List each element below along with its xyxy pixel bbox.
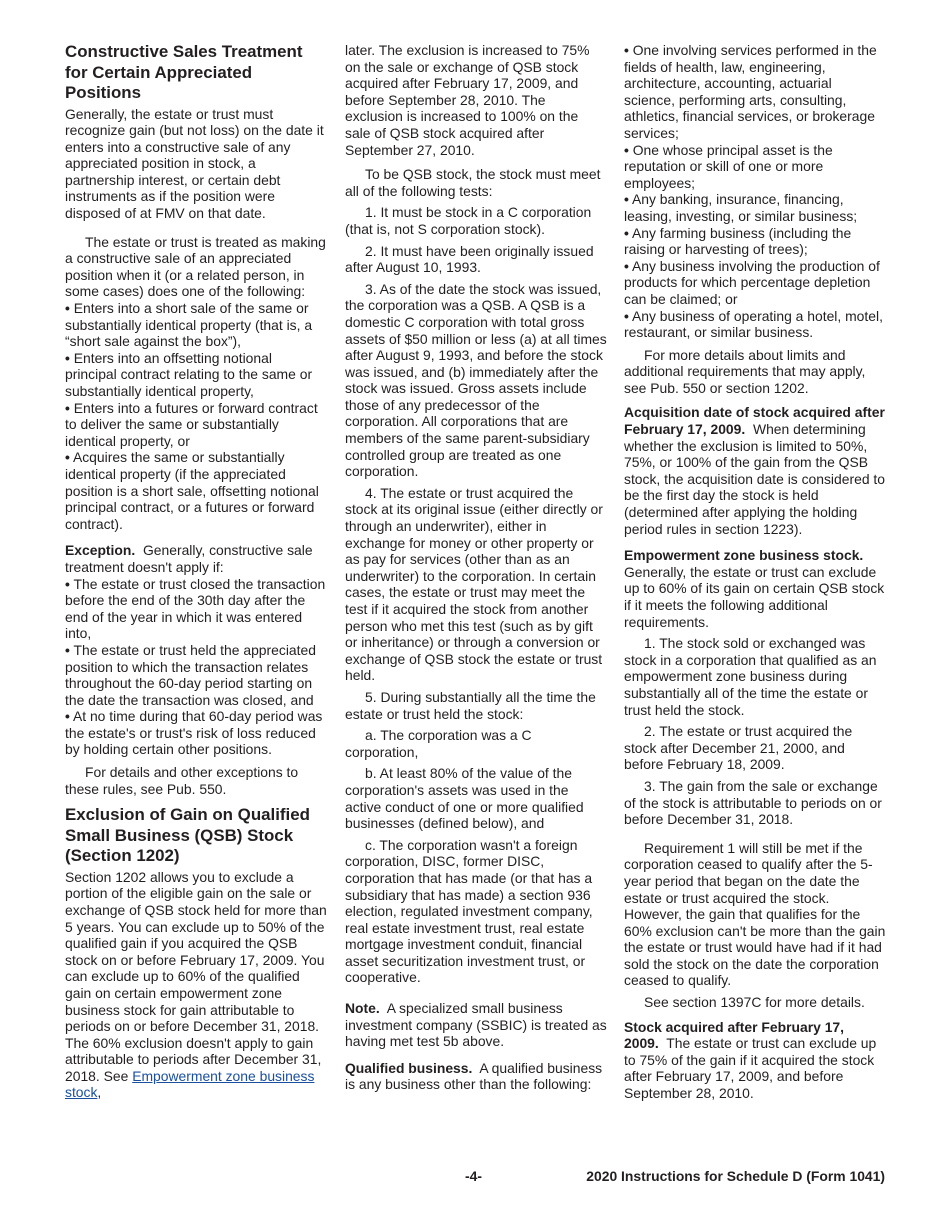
- paragraph: Requirement 1 will still be met if the corporation ceased to qualify after the 5-year period that began on the date the estate or trust acquired the stock. However, the gain that qualifies for the 60% exclusion can't be more than the gain the estate or trust would have had if it had sold the stock on the date the corporation ceased to qualify.: [624, 839, 886, 989]
- requirement-3: 3. The gain from the sale or exchange of the stock is attributable to periods on or before December 31, 2018.: [624, 777, 882, 828]
- heading-constructive-sales: Constructive Sales Treatment for Certain Appreciated Positions: [65, 42, 303, 102]
- list-item: • One involving services performed in the fields of health, law, engineering, architecture, accounting, actuarial science, performing arts, consulting, athletics, financial services, or brokerage services;: [624, 42, 877, 141]
- list-item: • Acquires the same or substantially identical property (if the appreciated position is a short sale, offsetting notional principal contract, or a futures or forward contract).: [65, 449, 319, 532]
- empowerment-zone-paragraph: Empowerment zone business stock. Generally, the estate or trust can exclude up to 60% of its gain on certain QSB stock if it meets the following additional requirements.: [624, 547, 885, 630]
- paragraph: Generally, the estate or trust must recognize gain (but not loss) on the date it enters into a constructive sale of any appreciated position in stock, a partnership interest, or certain debt instruments as if the position were disposed of at FMV on that date.: [65, 105, 324, 222]
- paragraph: To be QSB stock, the stock must meet all of the following tests:: [345, 166, 601, 199]
- bullet-list: [65, 576, 327, 759]
- list-item: • Any banking, insurance, financing, leasing, investing, or similar business;: [624, 191, 858, 224]
- paragraph: See section 1397C for more details.: [644, 994, 865, 1011]
- requirement-2: 2. The estate or trust acquired the stock after December 21, 2000, and before February 18, 2009.: [624, 723, 853, 773]
- requirement-1: 1. The stock sold or exchanged was stock in a corporation that qualified as an empowerment zone business during substantially all of the time the estate or trust held the stock.: [624, 635, 877, 718]
- paragraph: For details and other exceptions to these rules, see Pub. 550.: [65, 764, 299, 797]
- empowerment-zone-link[interactable]: Empowerment zone business stock: [65, 1067, 315, 1101]
- list-item: • Any farming business (including the raising or harvesting of trees);: [624, 224, 852, 258]
- column-3: [624, 42, 886, 1107]
- acquisition-date-paragraph: Acquisition date of stock acquired after February 17, 2009. When determining whether the exclusion is limited to 50%, 75%, or 100% of the gain from the QSB stock, the acquisition date is considered to be the first day the stock is held (determined after applying the holding period rules in section 1223).: [624, 404, 885, 537]
- paragraph: For more details about limits and additional requirements that may apply, see Pub. 550 or section 1202.: [624, 346, 866, 396]
- test-5c: c. The corporation wasn't a foreign corporation, DISC, former DISC, corporation that has made (or that has a subsidiary that has made) a section 936 election, regulated investment company, real estate investment trust, real estate mortgage investment conduit, financial asset securitization investment trust, or cooperative.: [345, 836, 593, 986]
- paragraph: later. The exclusion is increased to 75% on the sale or exchange of QSB stock acquired after February 17, 2009, and before September 28, 2010. The exclusion is increased to 100% on the sale of QSB stock acquired after September 27, 2010.: [345, 42, 590, 158]
- column-1: [65, 42, 327, 1106]
- paragraph: Section 1202 allows you to exclude a portion of the eligible gain on the sale or exchange of QSB stock held for more than 5 years. You can exclude up to 50% of the qualified gain if you acquired the QSB stock on or before February 17, 2009. You can exclude up to 60% of the qualified gain on certain empowerment zone business stock for gain attributable to periods on or before December 31, 2018. The 60% exclusion doesn't apply to gain attributable to periods after December 31, 2018. See Empowerment zone business stock,: [65, 868, 327, 1101]
- note-paragraph: Note. A specialized small business investment company (SSBIC) is treated as having met test 5b above.: [345, 1000, 607, 1050]
- paragraph: The estate or trust is treated as making a constructive sale of an appreciated position when it (or a related person, in some cases) does one of the following:: [65, 233, 326, 300]
- test-5: 5. During substantially all the time the estate or trust held the stock:: [345, 688, 596, 722]
- list-item: • The estate or trust closed the transaction before the end of the 30th day after the end of the year in which it was entered into,: [65, 575, 326, 642]
- column-2: [345, 42, 607, 1098]
- list-item: • One whose principal asset is the reputation or skill of one or more employees;: [624, 141, 833, 191]
- document-title: 2020 Instructions for Schedule D (Form 1041): [586, 1168, 885, 1184]
- list-item: • Enters into a short sale of the same or substantially identical property (that is, a “short sale against the box”),: [65, 300, 313, 350]
- test-4: 4. The estate or trust acquired the stock at its original issue (either directly or through an underwriter), either in exchange for money or other property or as pay for services (other than as an underwriter) to the corporation. In certain cases, the estate or trust may meet the test if it acquired the stock from another person who met this test (such as by gift or inheritance) or through a conversion or exchange of QSB stock the estate or trust held.: [345, 484, 603, 684]
- test-5b: b. At least 80% of the value of the corporation's assets was used in the active conduct of one or more qualified businesses (defined below), and: [345, 765, 584, 832]
- list-item: • Any business of operating a hotel, motel, restaurant, or similar business.: [624, 307, 883, 341]
- page-number: -4-: [465, 1168, 482, 1184]
- qualified-business-paragraph: Qualified business. A qualified business is any business other than the following:: [345, 1059, 603, 1093]
- test-5a: a. The corporation was a C corporation,: [345, 727, 532, 760]
- exception-paragraph: Exception. Generally, constructive sale treatment doesn't apply if:: [65, 542, 313, 575]
- test-3: 3. As of the date the stock was issued, the corporation was a QSB. A QSB is a domestic C corporation with total gross assets of $50 million or less (a) at all times after August 9, 1993, and before the stock was issued, and (b) immediately after the stock was issued. Gross assets include those of any predecessor of the corporation. All corporations that are members of the same parent-subsidiary controlled group are treated as one corporation.: [345, 280, 607, 480]
- list-item: • Any business involving the production of products for which percentage depletion can be claimed; or: [624, 257, 880, 307]
- list-item: • Enters into a futures or forward contract to deliver the same or substantially identical property, or: [65, 399, 318, 449]
- bullet-list: [624, 42, 886, 341]
- test-1: 1. It must be stock in a C corporation (that is, not S corporation stock).: [345, 204, 592, 237]
- list-item: • Enters into an offsetting notional principal contract relating to the same or substantially identical property,: [65, 349, 313, 399]
- heading-qsb-exclusion: Exclusion of Gain on Qualified Small Business (QSB) Stock (Section 1202): [65, 805, 310, 866]
- stock-acquired-paragraph: Stock acquired after February 17, 2009. The estate or trust can exclude up to 75% of the gain if it acquired the stock after February 17, 2009, and before September 28, 2010.: [624, 1018, 877, 1102]
- list-item: • At no time during that 60-day period was the estate's or trust's risk of loss reduced by holding certain other positions.: [65, 708, 323, 758]
- test-2: 2. It must have been originally issued after August 10, 1993.: [345, 242, 594, 276]
- list-item: • The estate or trust held the appreciated position to which the transaction relates throughout the 60-day period starting on the date the transaction was closed, and: [65, 641, 316, 708]
- bullet-list: [65, 300, 327, 532]
